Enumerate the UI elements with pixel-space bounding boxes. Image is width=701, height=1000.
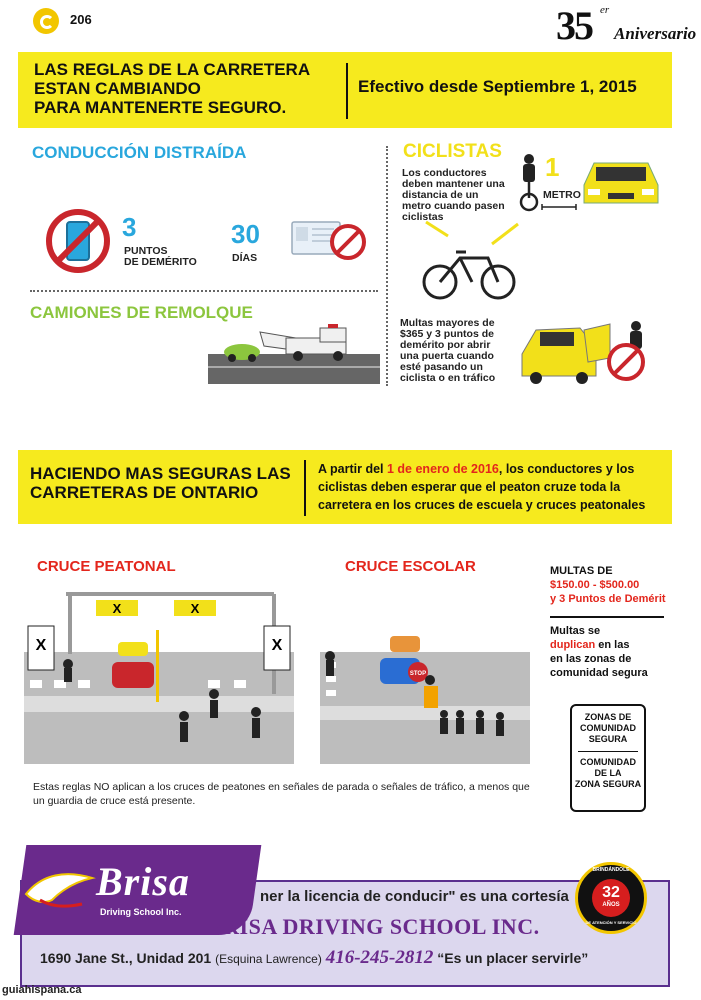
banner-title (34, 60, 334, 117)
tow-heading: CAMIONES DE REMOLQUE (30, 303, 253, 322)
bird-logo-icon (22, 860, 98, 916)
svg-text:X: X (112, 601, 122, 616)
cyclists-text-line: distancia de un (402, 189, 479, 201)
fines-range: $150.00 - $500.00 (550, 579, 640, 591)
ad-brand-sub: Driving School Inc. (100, 907, 182, 917)
footer-website[interactable]: guiahispana.ca (2, 984, 82, 996)
cyclists-door-line: demérito por abrir (400, 339, 491, 351)
zone-divider (578, 751, 638, 752)
banner2-divider (304, 460, 306, 516)
banner-title-line1: LAS REGLAS DE LA CARRETERA (34, 60, 311, 79)
banner-divider (346, 63, 348, 119)
fines-heading: MULTAS DE (550, 565, 613, 577)
days-label: DÍAS (232, 252, 258, 264)
banner2-text (318, 460, 668, 514)
double-prefix: Multas se (550, 625, 601, 637)
license-suspended-icon (290, 218, 370, 262)
svg-text:X: X (271, 637, 283, 654)
banner2-text-rest: , los conductores y los ciclistas deben esperar que el peaton cruze toda la carretera en los cruces de escuela y cruces peatonales (318, 462, 646, 512)
ad-quote: ner la licencia de conducir" es una cortesía (260, 888, 569, 905)
zone-line: DE LA (594, 768, 622, 778)
cyclists-text-line: metro cuando pasen (402, 200, 505, 212)
double-rest-2: en las zonas de (550, 653, 632, 665)
ad-cross-street: (Esquina Lawrence) (215, 952, 322, 966)
cyclists-heading: CICLISTAS (403, 141, 502, 162)
cyclists-text-line: deben mantener una (402, 178, 505, 190)
zone-line: COMUNIDAD (580, 757, 636, 767)
banner2-text-date: 1 de enero de 2016 (387, 462, 499, 476)
ad-slogan: “Es un placer servirle” (437, 950, 589, 966)
banner2-title-line2: CARRETERAS DE ONTARIO (30, 483, 259, 502)
exception-note: Estas reglas NO aplican a los cruces de peatones en señales de parada o señales de tráfico, a menos que un guardia de cruce está presente. (33, 781, 530, 807)
ad-address: 1690 Jane St., Unidad 201 (40, 950, 212, 966)
zone-line: SEGURA (588, 734, 628, 744)
svg-text:STOP: STOP (409, 671, 427, 677)
cyclists-door-line: $365 y 3 puntos de (400, 328, 494, 340)
cyclists-door-line: Multas mayores de (400, 317, 495, 329)
days-number: 30 (231, 219, 260, 249)
cyclists-door-line: una puerta cuando (400, 350, 494, 362)
anniversary-logo (556, 2, 697, 49)
school-crossing-title: CRUCE ESCOLAR (345, 558, 476, 575)
cyclists-text-line: ciclistas (402, 211, 444, 223)
points-label-1: PUNTOS (124, 245, 168, 257)
anniversary-word: Aniversario (614, 24, 697, 43)
no-phone-icon (45, 208, 111, 274)
banner-title-line3: PARA MANTENERTE SEGURO. (34, 98, 287, 117)
guia-logo-icon (33, 8, 59, 34)
double-word: duplican (550, 639, 596, 651)
pedestrian-crossing-illustration (24, 590, 294, 770)
svg-text:X: X (35, 637, 47, 654)
fines-points: y 3 Puntos de Demérit (550, 593, 666, 605)
school-crossing-illustration (320, 590, 530, 770)
cyclists-text-distance (402, 168, 505, 223)
cyclists-door-line: ciclista o en tráfico (400, 372, 496, 384)
zone-line: COMUNIDAD (580, 723, 636, 733)
distance-label: METRO (543, 189, 581, 201)
banner-title-line2: ESTAN CAMBIANDO (34, 79, 201, 98)
banner2-text-prefix: A partir del (318, 462, 387, 476)
pedestrian-crossing-title: CRUCE PEATONAL (37, 558, 176, 575)
svg-text:X: X (190, 601, 200, 616)
banner2-title (30, 464, 300, 502)
ad-brand-name: Brisa (96, 859, 190, 904)
double-rest-3: comunidad segura (550, 667, 648, 679)
dooring-illustration (518, 318, 650, 388)
badge-bottom-text: DE ATENCIÓN Y SERVICIO (585, 920, 637, 925)
distance-number: 1 (545, 152, 560, 182)
ad-contact-line (40, 947, 588, 969)
section-divider-vertical (386, 146, 388, 386)
fines-divider (550, 616, 664, 618)
section-divider-horizontal (30, 290, 378, 292)
banner2-title-line1: HACIENDO MAS SEGURAS LAS (30, 464, 291, 483)
distance-arrow-icon (541, 203, 577, 211)
community-safety-zone-sign (570, 704, 646, 812)
ad-school-name: BRISA DRIVING SCHOOL INC. (208, 914, 540, 939)
anniversary-suffix: er (600, 4, 610, 16)
effective-date: Efectivo desde Septiembre 1, 2015 (358, 77, 637, 96)
car-front-icon (578, 155, 664, 207)
anniversary-number: 35 (556, 3, 592, 48)
badge-number: 32 (602, 884, 620, 901)
zone-line: ZONA SEGURA (574, 779, 642, 789)
cyclists-door-line: esté pasando un (400, 361, 483, 373)
points-label-2: DE DEMÉRITO (124, 256, 197, 268)
zone-line: ZONAS DE (584, 712, 632, 722)
double-rest-1: en las (595, 639, 630, 651)
distracted-heading: CONDUCCIÓN DISTRAÍDA (32, 143, 247, 162)
badge-label: AÑOS (602, 902, 620, 908)
tow-truck-illustration (208, 322, 380, 384)
badge-top-text: BRINDÁNDOLE (592, 867, 630, 873)
fines-box (550, 564, 670, 680)
points-label (124, 246, 197, 268)
points-number: 3 (122, 212, 137, 242)
page-number: 206 (70, 12, 92, 27)
cyclists-text-line: Los conductores (402, 167, 487, 179)
years-badge (575, 862, 647, 934)
cyclists-text-door (400, 318, 495, 384)
bicycle-icon (412, 218, 522, 304)
ad-phone: 416-245-2812 (325, 947, 434, 968)
